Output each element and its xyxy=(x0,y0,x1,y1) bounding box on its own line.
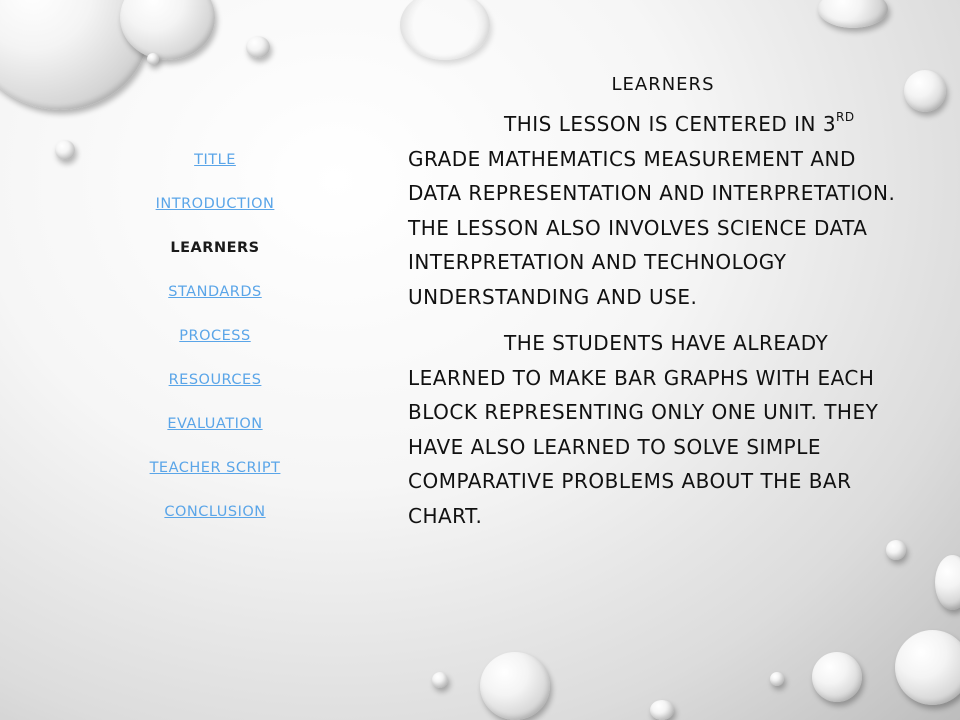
water-drop-decoration xyxy=(770,672,784,686)
nav-link-conclusion[interactable]: CONCLUSION xyxy=(164,504,266,520)
water-drop-decoration xyxy=(432,672,448,688)
lesson-description-paragraph xyxy=(408,107,908,314)
water-drop-decoration xyxy=(650,700,674,720)
water-drop-decoration xyxy=(55,140,75,160)
nav-link-introduction[interactable]: INTRODUCTION xyxy=(155,196,275,212)
slide-navigation xyxy=(120,146,310,542)
water-drop-decoration xyxy=(147,53,159,65)
water-drop-decoration xyxy=(904,70,946,112)
nav-link-process[interactable]: PROCESS xyxy=(179,328,251,344)
water-drop-decoration xyxy=(818,0,888,28)
nav-link-teacher-script[interactable]: TEACHER SCRIPT xyxy=(149,460,281,476)
nav-link-resources[interactable]: RESOURCES xyxy=(168,372,262,388)
water-drop-decoration xyxy=(935,555,960,610)
paragraph-text: THIS LESSON IS CENTERED IN 3 xyxy=(504,112,837,136)
water-drop-decoration xyxy=(480,652,550,720)
prior-knowledge-paragraph: THE STUDENTS HAVE ALREADY LEARNED TO MAKE BAR GRAPHS WITH EACH BLOCK REPRESENTING ONLY ONE UNIT. THEY HAVE ALSO LEARNED TO SOLVE SIMPLE COMPARATIVE PROBLEMS ABOUT THE BAR CHART. xyxy=(408,331,879,528)
water-drop-decoration xyxy=(400,0,490,60)
paragraph-text: GRADE MATHEMATICS MEASUREMENT AND DATA REPRESENTATION AND INTERPRETATION. THE LESSON ALSO INVOLVES SCIENCE DATA INTERPRETATION AND TECHNOLOGY UNDERSTANDING AND USE. xyxy=(408,146,896,309)
nav-link-evaluation[interactable]: EVALUATION xyxy=(167,416,263,432)
nav-link-standards[interactable]: STANDARDS xyxy=(168,284,262,300)
nav-current-learners: LEARNERS xyxy=(170,240,260,256)
water-drop-decoration xyxy=(895,630,960,705)
water-drop-decoration xyxy=(246,36,270,58)
ordinal-superscript: RD xyxy=(836,110,855,124)
nav-link-title[interactable]: TITLE xyxy=(194,152,236,168)
section-heading: LEARNERS xyxy=(611,74,715,95)
slide-content xyxy=(408,74,908,545)
water-drop-decoration xyxy=(812,652,862,702)
